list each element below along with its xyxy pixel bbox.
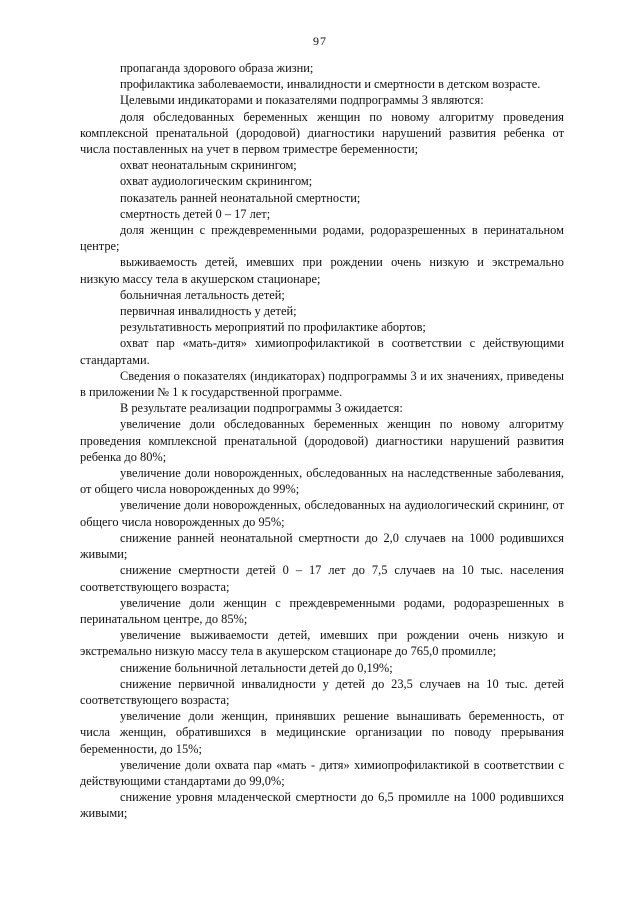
- paragraph: Целевыми индикаторами и показателями подпрограммы 3 являются:: [120, 93, 484, 108]
- page-number: 97: [313, 34, 327, 48]
- paragraph: снижение первичной инвалидности у детей до 23,5 случаев на 10 тыс. детей соответствующего возраста;: [80, 676, 564, 707]
- paragraph: пропаганда здорового образа жизни;: [120, 61, 314, 75]
- paragraph: увеличение доли новорожденных, обследованных на наследственные заболевания, от общего числа новорожденных до 99%;: [80, 466, 564, 497]
- paragraph: увеличение выживаемости детей, имевших при рождении очень низкую и экстремально низкую массу тела в акушерском стационаре до 765,0 промилле;: [80, 628, 564, 659]
- paragraph: Сведения о показателях (индикаторах) подпрограммы 3 и их значениях, приведены в приложении № 1 к государственной программе.: [80, 368, 564, 400]
- paragraph: снижение уровня младенческой смертности до 6,5 промилле на 1000 родившихся живыми;: [80, 790, 564, 821]
- paragraph: увеличение доли женщин с преждевременными родами, родоразрешенных в перинатальном центре, до 85%;: [80, 595, 564, 626]
- paragraph: смертность детей 0 – 17 лет;: [120, 206, 271, 221]
- paragraph: доля женщин с преждевременными родами, родоразрешенных в перинатальном центре;: [80, 223, 564, 254]
- paragraph: профилактика заболеваемости, инвалидности и смертности в детском возрасте.: [120, 77, 541, 92]
- document-body: [80, 60, 564, 822]
- paragraph: увеличение доли охвата пар «мать - дитя» химиопрофилактикой в соответствии с действующими стандартами до 99,0%;: [80, 757, 564, 788]
- paragraph: охват неонатальным скринингом;: [120, 158, 297, 173]
- paragraph: увеличение доли новорожденных, обследованных на аудиологический скрининг, от общего числа новорожденных до 95%;: [80, 498, 564, 529]
- paragraph: снижение больничной летальности детей до 0,19%;: [120, 660, 393, 675]
- paragraph: охват пар «мать-дитя» химиопрофилактикой в соответствии с действующими стандартами.: [80, 336, 564, 367]
- paragraph: снижение смертности детей 0 – 17 лет до 7,5 случаев на 10 тыс. населения соответствующего возраста;: [80, 563, 564, 594]
- paragraph: охват аудиологическим скринингом;: [120, 174, 313, 189]
- paragraph: увеличение доли обследованных беременных женщин по новому алгоритму проведения комплексной пренатальной (дородовой) диагностики нарушений развития ребенка до 80%;: [80, 417, 564, 464]
- paragraph: снижение ранней неонатальной смертности до 2,0 случаев на 1000 родившихся живыми;: [80, 530, 564, 562]
- paragraph: результативность мероприятий по профилактике абортов;: [120, 320, 426, 335]
- paragraph: больничная летальность детей;: [120, 287, 285, 302]
- paragraph: первичная инвалидность у детей;: [120, 304, 297, 319]
- paragraph: доля обследованных беременных женщин по новому алгоритму проведения комплексной пренатальной (дородовой) диагностики нарушений развития ребенка от числа поставленных на учет в первом триместре беременности;: [80, 109, 564, 157]
- paragraph: показатель ранней неонатальной смертности;: [120, 190, 361, 205]
- paragraph: увеличение доли женщин, принявших решение вынашивать беременность, от числа женщин, обратившихся в медицинские организации по поводу прерывания беременности, до 15%;: [80, 709, 564, 756]
- paragraph: В результате реализации подпрограммы 3 ожидается:: [120, 401, 403, 416]
- paragraph: выживаемость детей, имевших при рождении очень низкую и экстремально низкую массу тела в акушерском стационаре;: [80, 255, 564, 286]
